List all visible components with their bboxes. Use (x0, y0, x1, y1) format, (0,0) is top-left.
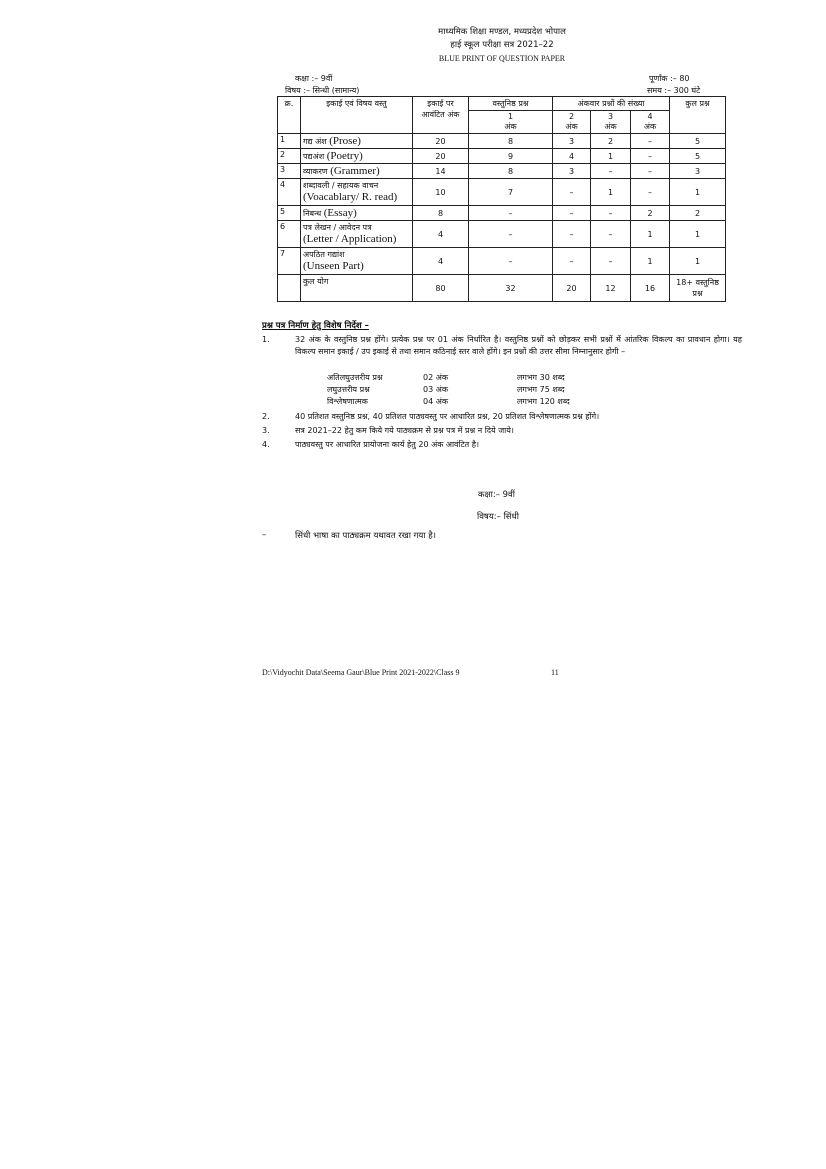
instruction-number: 4. (262, 440, 270, 449)
instruction-text: 32 अंक के वस्तुनिष्ठ प्रश्न होंगे। प्रत्येक प्रश्न पर 01 अंक निर्धारित है। वस्तुनिष्ठ प्रश्नों को छोड़कर सभी प्रश्नों में आंतरिक विकल्प का प्रावधान होगा। यह विकल्प समान इकाई / उप इकाई से तथा समान कठिनाई स्तर वाले होंगे। इन प्रश्नों की उत्तर सीमा निम्नानुसार होगी – (295, 335, 742, 356)
exam-session: हाई स्कूल परीक्षा सत्र 2021–22 (450, 40, 554, 50)
section-note: सिंधी भाषा का पाठ्यक्रम यथावत रखा गया है। (295, 531, 436, 541)
table-row (278, 134, 726, 149)
section-class: कक्षा:– 9वीं (478, 490, 515, 500)
col-header-objective: वस्तुनिष्ठ प्रश्न (469, 97, 553, 111)
cell-sno: 5 (278, 206, 301, 221)
limit-words: लगभग 75 शब्द (517, 385, 565, 394)
blueprint-table (277, 96, 726, 302)
cell-total-3-mark: 12 (591, 275, 631, 302)
cell-2-mark: 3 (553, 164, 591, 179)
cell-total: 1 (670, 248, 726, 275)
cell-3-mark: – (591, 164, 631, 179)
subheader-4-mark: 4 अंक (631, 111, 670, 134)
page-number: 11 (551, 668, 559, 677)
cell-4-mark: 2 (631, 206, 670, 221)
limit-words: लगभग 120 शब्द (517, 397, 570, 406)
cell-unit: अपठित गद्यांश (Unseen Part) (301, 248, 413, 275)
cell-2-mark: 4 (553, 149, 591, 164)
instruction-number: 3. (262, 426, 270, 435)
col-header-total: कुल प्रश्न (670, 97, 726, 134)
cell-4-mark: 1 (631, 221, 670, 248)
cell-3-mark: 1 (591, 179, 631, 206)
cell-3-mark: – (591, 206, 631, 221)
col-header-markwise: अंकवार प्रश्नों की संख्या (553, 97, 670, 111)
cell-total-2-mark: 20 (553, 275, 591, 302)
table-row (278, 248, 726, 275)
cell-total: 2 (670, 206, 726, 221)
cell-objective: 9 (469, 149, 553, 164)
cell-total-4-mark: 16 (631, 275, 670, 302)
limit-marks: 03 अंक (423, 385, 448, 394)
cell-marks: 4 (413, 248, 469, 275)
cell-objective: – (469, 206, 553, 221)
instruction-text: पाठ्यवस्तु पर आधारित प्रायोजना कार्य हेतु 20 अंक आवंटित है। (295, 440, 479, 449)
limit-type: विश्लेषणात्मक (327, 397, 368, 406)
cell-sno: 1 (278, 134, 301, 149)
instruction-number: 2. (262, 412, 270, 421)
footer-file-path: D:\Vidyochit Data\Seema Gaur\Blue Print 2021-2022\Class 9 (262, 668, 460, 677)
limit-type: अतिलघुउत्तरीय प्रश्न (327, 373, 383, 382)
cell-sno: 6 (278, 221, 301, 248)
instruction-text: 40 प्रतिशत वस्तुनिष्ठ प्रश्न, 40 प्रतिशत पाठ्यवस्तु पर आधारित प्रश्न, 20 प्रतिशत विश्लेषणात्मक प्रश्न होंगे। (295, 412, 600, 421)
instruction-item (262, 334, 742, 358)
cell-marks: 20 (413, 134, 469, 149)
instruction-item (262, 411, 742, 423)
limit-words: लगभग 30 शब्द (517, 373, 565, 382)
cell-unit: गद्य अंश (Prose) (301, 134, 413, 149)
cell-objective: 7 (469, 179, 553, 206)
cell-objective: – (469, 248, 553, 275)
subheader-1-mark: 1 अंक (469, 111, 553, 134)
cell-total: 1 (670, 179, 726, 206)
cell-marks: 20 (413, 149, 469, 164)
section-dash: – (262, 530, 267, 540)
cell-marks: 10 (413, 179, 469, 206)
cell-marks: 4 (413, 221, 469, 248)
table-row (278, 221, 726, 248)
cell-unit: पत्र लेखन / आवेदन पत्र (Letter / Application) (301, 221, 413, 248)
cell-3-mark: 1 (591, 149, 631, 164)
cell-4-mark: – (631, 164, 670, 179)
cell-2-mark: – (553, 221, 591, 248)
cell-sno: 2 (278, 149, 301, 164)
cell-total-marks: 80 (413, 275, 469, 302)
cell-total-objective: 32 (469, 275, 553, 302)
cell-total: 1 (670, 221, 726, 248)
table-row (278, 149, 726, 164)
table-row (278, 179, 726, 206)
cell-objective: – (469, 221, 553, 248)
instruction-item (262, 425, 742, 437)
instruction-item (262, 439, 742, 451)
col-header-unit: इकाई एवं विषय वस्तु (301, 97, 413, 134)
table-total-row (278, 275, 726, 302)
instruction-text: सत्र 2021–22 हेतु कम किये गये पाठ्यक्रम से प्रश्न पत्र में प्रश्न न दिये जाये। (295, 426, 514, 435)
instruction-number: 1. (262, 335, 270, 344)
cell-2-mark: – (553, 248, 591, 275)
cell-total-label: कुल योग (301, 275, 413, 302)
time-label: समय :– 300 घंटे (647, 86, 701, 95)
cell-total: 3 (670, 164, 726, 179)
instructions-title: प्रश्न पत्र निर्माण हेतु विशेष निर्देश – (262, 321, 369, 331)
cell-3-mark: – (591, 221, 631, 248)
cell-unit: निबन्ध (Essay) (301, 206, 413, 221)
document-title: BLUE PRINT OF QUESTION PAPER (438, 54, 566, 63)
cell-total: 5 (670, 134, 726, 149)
cell-4-mark: – (631, 134, 670, 149)
cell-2-mark: – (553, 179, 591, 206)
cell-4-mark: – (631, 149, 670, 164)
table-header-row (278, 97, 726, 111)
subject-label: विषय :– सिन्धी (सामान्य) (285, 86, 360, 95)
section-subject: विषय:– सिंधी (477, 512, 519, 522)
subheader-3-mark: 3 अंक (591, 111, 631, 134)
col-header-marks: इकाई पर आवंटित अंक (413, 97, 469, 134)
cell-total: 5 (670, 149, 726, 164)
cell-4-mark: – (631, 179, 670, 206)
cell-2-mark: 3 (553, 134, 591, 149)
cell-unit: व्याकरण (Grammer) (301, 164, 413, 179)
cell-unit: पद्यअंश (Poetry) (301, 149, 413, 164)
cell-4-mark: 1 (631, 248, 670, 275)
cell-sno: 7 (278, 248, 301, 275)
board-name: माध्यमिक शिक्षा मण्डल, मध्यप्रदेश भोपाल (438, 27, 566, 37)
cell-objective: 8 (469, 164, 553, 179)
cell-sno: 4 (278, 179, 301, 206)
col-header-sno: क्र. (278, 97, 301, 134)
cell-unit: शब्दावली / सहायक वाचन (Voacablary/ R. read) (301, 179, 413, 206)
subheader-2-mark: 2 अंक (553, 111, 591, 134)
cell-sno: 3 (278, 164, 301, 179)
cell-objective: 8 (469, 134, 553, 149)
cell-total-questions: 18+ वस्तुनिष्ठ प्रश्न (670, 275, 726, 302)
table-row (278, 206, 726, 221)
limit-marks: 02 अंक (423, 373, 448, 382)
table-row (278, 164, 726, 179)
limit-type: लघुउत्तरीय प्रश्न (327, 385, 370, 394)
cell-marks: 8 (413, 206, 469, 221)
cell-3-mark: – (591, 248, 631, 275)
class-label: कक्षा :– 9वीं (295, 74, 333, 83)
cell-2-mark: – (553, 206, 591, 221)
document-header (300, 26, 704, 65)
limit-marks: 04 अंक (423, 397, 448, 406)
cell-3-mark: 2 (591, 134, 631, 149)
cell-sno (278, 275, 301, 302)
max-marks-label: पूर्णांक :– 80 (649, 74, 690, 83)
cell-marks: 14 (413, 164, 469, 179)
